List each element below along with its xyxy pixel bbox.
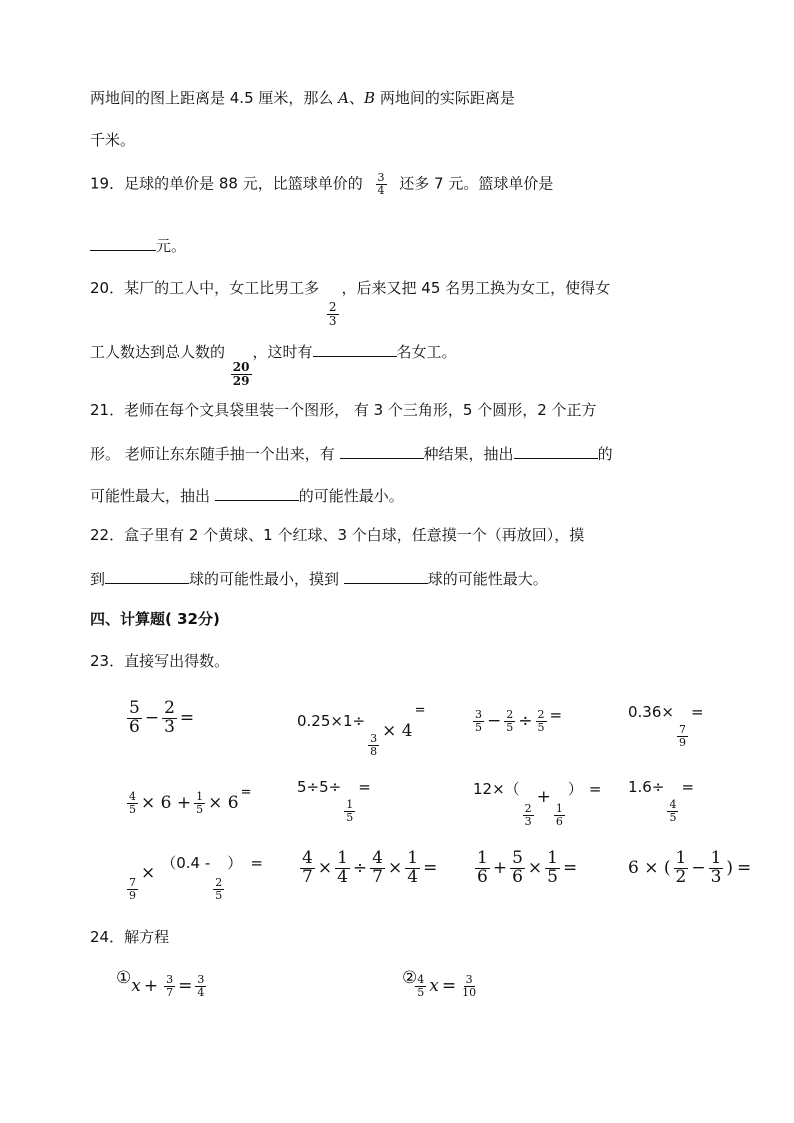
denominator: 5 bbox=[417, 986, 425, 999]
question-24-title: 24．解方程 bbox=[90, 928, 170, 946]
q18-line2: 千米。 bbox=[90, 131, 136, 149]
q21-text-c: 的 bbox=[597, 445, 613, 463]
answer-blank[interactable] bbox=[514, 442, 598, 459]
numerator: 1 bbox=[477, 848, 488, 868]
fraction bbox=[162, 700, 177, 737]
denominator: 3 bbox=[164, 716, 175, 737]
expr-text: 12×（ bbox=[473, 780, 520, 798]
fraction bbox=[677, 724, 688, 748]
fraction bbox=[473, 709, 484, 733]
expression-4 bbox=[628, 703, 704, 748]
fraction bbox=[536, 709, 547, 733]
denominator: 5 bbox=[537, 721, 545, 734]
denominator: 4 bbox=[377, 183, 385, 197]
q20-text-e: 名女工。 bbox=[396, 343, 457, 361]
q19-text: 19．足球的单价是 88 元，比篮球单价的 bbox=[90, 174, 363, 193]
numerator: 7 bbox=[678, 723, 686, 736]
answer-blank[interactable] bbox=[90, 234, 156, 251]
denominator: 4 bbox=[407, 866, 419, 887]
expr-text: × 4 bbox=[382, 721, 413, 741]
denominator: 6 bbox=[477, 866, 488, 887]
answer-blank[interactable] bbox=[344, 567, 428, 584]
denominator: 5 bbox=[506, 721, 514, 734]
operator: × bbox=[141, 863, 156, 883]
equals: = bbox=[441, 976, 457, 996]
operator: × bbox=[387, 857, 403, 878]
q21-text-b: 种结果，抽出 bbox=[423, 445, 514, 463]
operator: + bbox=[536, 787, 551, 807]
operator: − bbox=[487, 711, 502, 731]
denominator: 10 bbox=[462, 986, 477, 999]
fraction bbox=[335, 850, 350, 887]
fraction bbox=[667, 799, 678, 823]
question-21: 21．老师在每个文具袋里装一个图形， 有 3 个三角形，5 个圆形，2 个正方 bbox=[90, 401, 597, 419]
operator: × bbox=[317, 857, 333, 878]
equation-1 bbox=[116, 968, 209, 999]
q21-text-e: 的可能性最小。 bbox=[298, 487, 404, 505]
denominator: 6 bbox=[129, 716, 140, 737]
q19-answer-line bbox=[90, 234, 186, 256]
q20-text-d: ，这时有 bbox=[252, 343, 313, 361]
numerator: 3 bbox=[370, 732, 378, 745]
denominator: 3 bbox=[328, 313, 337, 328]
operator: × bbox=[527, 857, 543, 878]
numerator: 4 bbox=[302, 848, 313, 868]
operator: + bbox=[143, 976, 159, 996]
denominator: 2 bbox=[675, 866, 687, 887]
numerator: 4 bbox=[129, 790, 136, 804]
numerator: 2 bbox=[164, 698, 175, 718]
numerator: 1 bbox=[555, 802, 563, 815]
fraction bbox=[370, 850, 385, 887]
expr-text: ） bbox=[567, 780, 583, 798]
equation-2 bbox=[402, 968, 479, 999]
denominator: 5 bbox=[215, 888, 223, 902]
expr-text: ） bbox=[227, 854, 243, 872]
fraction bbox=[194, 791, 205, 815]
equals: = bbox=[681, 778, 695, 796]
q20-text: 20．某厂的工人中，女工比男工多 bbox=[90, 279, 320, 297]
numerator: 5 bbox=[512, 848, 523, 868]
q19-text-b: 还多 7 元。篮球单价是 bbox=[399, 174, 554, 193]
equals: = bbox=[588, 780, 602, 798]
equals: = bbox=[179, 707, 195, 728]
numerator: 2 bbox=[506, 708, 514, 722]
expression-11 bbox=[472, 850, 577, 887]
fraction bbox=[127, 877, 138, 901]
numerator: 3 bbox=[475, 708, 482, 722]
denominator: 7 bbox=[302, 866, 313, 887]
numerator: 1 bbox=[710, 848, 722, 868]
operator: + bbox=[492, 857, 508, 878]
fraction bbox=[344, 799, 355, 823]
section-title: 四、计算题( 32分) bbox=[90, 610, 220, 628]
q20-fraction-2 bbox=[231, 361, 252, 387]
q18-text-b: 两地间的实际距离是 bbox=[375, 89, 515, 107]
point-b: B bbox=[364, 89, 376, 107]
denominator: 3 bbox=[710, 866, 722, 887]
denominator: 5 bbox=[129, 803, 136, 816]
numerator: 2 bbox=[328, 300, 337, 314]
expression-10 bbox=[297, 850, 437, 887]
fraction bbox=[164, 974, 175, 998]
equals: = bbox=[549, 706, 563, 724]
denominator: 5 bbox=[346, 810, 354, 824]
denominator: 3 bbox=[524, 814, 532, 828]
q22-text: 到 bbox=[90, 570, 106, 588]
numerator: 2 bbox=[537, 708, 545, 722]
fraction bbox=[127, 791, 138, 815]
fraction bbox=[545, 850, 560, 887]
numerator: 2 bbox=[524, 802, 532, 815]
fraction bbox=[510, 850, 525, 887]
question-23-title: 23．直接写出得数。 bbox=[90, 652, 230, 670]
q21-line3 bbox=[90, 484, 404, 506]
expression-2 bbox=[297, 703, 425, 757]
fraction bbox=[368, 733, 379, 757]
fraction bbox=[300, 850, 315, 887]
fraction bbox=[415, 974, 426, 998]
q18-sep: 、 bbox=[349, 89, 365, 107]
numerator: 1 bbox=[407, 848, 419, 868]
numerator: 20 bbox=[232, 360, 250, 374]
numerator: 1 bbox=[547, 848, 558, 868]
point-a: A bbox=[338, 89, 350, 107]
expr-text: （0.4 - bbox=[161, 854, 211, 872]
denominator: 6 bbox=[512, 866, 523, 887]
denominator: 7 bbox=[166, 986, 174, 999]
q20-fraction-1 bbox=[327, 301, 339, 327]
q20-text-c: 工人数达到总人数的 bbox=[90, 343, 226, 361]
numerator: 1 bbox=[196, 790, 204, 804]
expression-5 bbox=[124, 785, 252, 816]
denominator: 5 bbox=[547, 866, 558, 887]
expression-12 bbox=[628, 850, 751, 887]
numerator: 5 bbox=[129, 698, 140, 718]
equals: = bbox=[423, 857, 438, 878]
q22-text-b: 球的可能性最小，摸到 bbox=[189, 570, 344, 588]
expression-9 bbox=[124, 852, 263, 901]
expression-7 bbox=[473, 778, 602, 827]
fraction bbox=[709, 850, 724, 887]
numerator: 1 bbox=[346, 798, 354, 811]
q19-fraction bbox=[376, 172, 387, 196]
q21-text-d: 可能性最大，抽出 bbox=[90, 487, 215, 505]
operator: ÷ bbox=[352, 857, 368, 878]
denominator: 7 bbox=[372, 866, 383, 887]
answer-blank[interactable] bbox=[313, 340, 397, 357]
question-20 bbox=[90, 278, 610, 327]
fraction bbox=[127, 700, 142, 737]
fraction bbox=[475, 850, 490, 887]
expr-text: × 6 + bbox=[141, 793, 192, 813]
variable-x: x bbox=[131, 976, 141, 996]
denominator: 5 bbox=[196, 803, 204, 816]
denominator: 8 bbox=[370, 744, 378, 758]
circled-number: ① bbox=[116, 968, 132, 988]
numerator: 3 bbox=[166, 973, 174, 987]
denominator: 5 bbox=[475, 721, 482, 734]
equals: = bbox=[240, 785, 252, 800]
fraction bbox=[405, 850, 420, 887]
equals: = bbox=[250, 854, 263, 872]
q21-line2 bbox=[90, 442, 613, 464]
expression-3 bbox=[470, 706, 562, 734]
q21-text: 形。 老师让东东随手抽一个出来，有 bbox=[90, 445, 340, 463]
q22-line2 bbox=[90, 567, 548, 589]
expression-6 bbox=[297, 778, 371, 823]
answer-blank[interactable] bbox=[215, 484, 299, 501]
denominator: 4 bbox=[337, 866, 348, 887]
q20-line2 bbox=[90, 340, 457, 387]
fraction bbox=[462, 974, 476, 998]
expr-text: 0.25×1÷ bbox=[297, 712, 366, 730]
q18-text: 两地间的图上距离是 4.5 厘米，那么 bbox=[90, 89, 339, 107]
operator: − bbox=[144, 707, 160, 728]
question-22: 22．盒子里有 2 个黄球、1 个红球、3 个白球，任意摸一个（再放回），摸 bbox=[90, 526, 585, 544]
equals: = bbox=[737, 857, 752, 878]
fraction bbox=[504, 709, 515, 733]
equals: = bbox=[178, 976, 193, 996]
q18-line1 bbox=[90, 88, 515, 108]
fraction bbox=[674, 850, 689, 887]
fraction bbox=[554, 803, 565, 827]
equals: = bbox=[414, 703, 426, 718]
expr-text: × 6 bbox=[208, 793, 239, 813]
equals: = bbox=[358, 778, 371, 796]
denominator: 5 bbox=[669, 810, 677, 824]
operator: − bbox=[691, 857, 706, 878]
denominator: 4 bbox=[197, 986, 205, 999]
numerator: 7 bbox=[129, 876, 136, 889]
expr-text: 5÷5÷ bbox=[297, 778, 342, 796]
numerator: 4 bbox=[417, 973, 425, 987]
expr-text: ) bbox=[726, 857, 734, 878]
expr-text: 0.36× bbox=[628, 703, 674, 721]
denominator: 9 bbox=[129, 888, 136, 902]
denominator: 9 bbox=[678, 735, 686, 749]
variable-x: x bbox=[429, 976, 439, 996]
q20-text-b: ，后来又把 45 名男工换为女工，使得女 bbox=[341, 279, 611, 297]
expr-text: 6 × ( bbox=[628, 857, 671, 878]
numerator: 3 bbox=[465, 973, 473, 987]
operator: ÷ bbox=[518, 711, 533, 731]
numerator: 4 bbox=[372, 848, 383, 868]
denominator: 29 bbox=[232, 373, 250, 388]
expression-1 bbox=[124, 700, 194, 737]
numerator: 1 bbox=[675, 848, 687, 868]
expr-text: 1.6÷ bbox=[628, 778, 665, 796]
fraction bbox=[213, 877, 224, 901]
q22-text-c: 球的可能性最大。 bbox=[427, 570, 548, 588]
fraction bbox=[195, 974, 206, 998]
numerator: 3 bbox=[377, 171, 385, 184]
equals: = bbox=[562, 857, 578, 878]
answer-blank[interactable] bbox=[340, 442, 424, 459]
numerator: 2 bbox=[215, 876, 223, 889]
circled-number: ② bbox=[402, 968, 418, 988]
question-19 bbox=[90, 172, 553, 196]
numerator: 4 bbox=[669, 798, 677, 811]
fraction bbox=[523, 803, 534, 827]
expression-8 bbox=[628, 778, 694, 823]
equals: = bbox=[690, 703, 704, 721]
answer-blank[interactable] bbox=[105, 567, 189, 584]
q19-unit: 元。 bbox=[156, 237, 187, 255]
numerator: 1 bbox=[337, 848, 348, 868]
numerator: 3 bbox=[197, 973, 205, 987]
denominator: 6 bbox=[555, 814, 563, 828]
